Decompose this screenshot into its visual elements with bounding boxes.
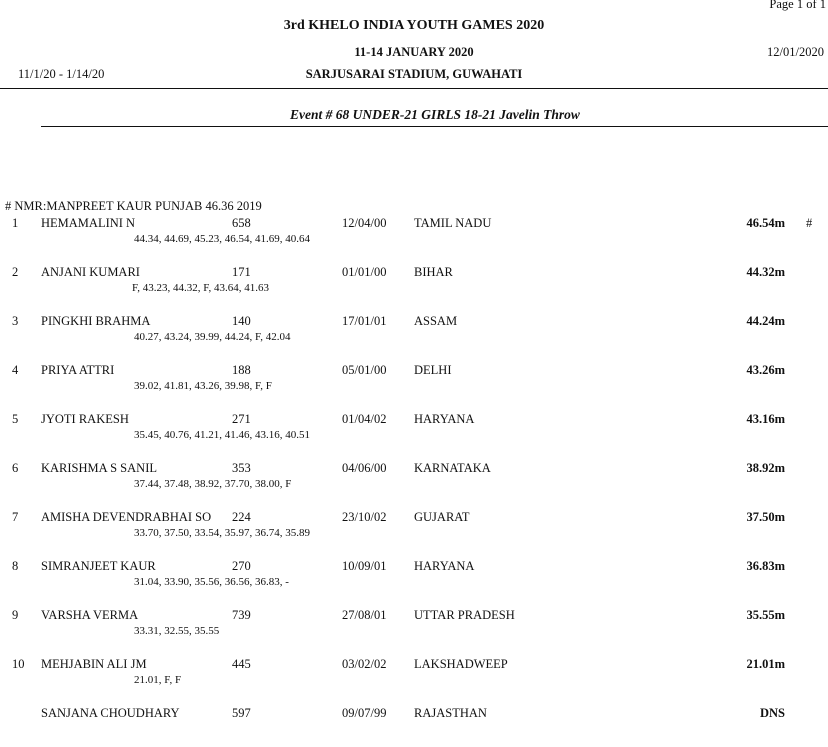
meet-dates: 11-14 JANUARY 2020 <box>354 45 474 59</box>
attempts-series: 21.01, F, F <box>134 674 182 686</box>
result-row <box>0 412 828 452</box>
athlete-name: VARSHA VERMA <box>41 608 139 622</box>
result-place: 3 <box>12 314 19 328</box>
result-place: 5 <box>12 412 19 426</box>
bib-number: 739 <box>232 608 251 622</box>
record-flag: # <box>806 216 813 230</box>
athlete-name: SIMRANJEET KAUR <box>41 559 156 573</box>
athlete-name: PINGKHI BRAHMA <box>41 314 151 328</box>
attempts-series: 44.34, 44.69, 45.23, 46.54, 41.69, 40.64 <box>134 233 310 245</box>
result-row <box>0 657 828 697</box>
date-range: 11/1/20 - 1/14/20 <box>18 67 105 81</box>
attempts-series: 37.44, 37.48, 38.92, 37.70, 38.00, F <box>134 478 292 490</box>
best-mark: 44.24m <box>746 314 785 328</box>
result-place: 2 <box>12 265 19 279</box>
team-name: TAMIL NADU <box>414 216 492 230</box>
best-mark: 21.01m <box>746 657 785 671</box>
best-mark: 46.54m <box>746 216 785 230</box>
team-name: BIHAR <box>414 265 453 279</box>
event-title: Event # 68 UNDER-21 GIRLS 18-21 Javelin Throw <box>290 107 580 122</box>
team-name: GUJARAT <box>414 510 470 524</box>
result-place: 6 <box>12 461 19 475</box>
date-of-birth: 05/01/00 <box>342 363 387 377</box>
team-name: KARNATAKA <box>414 461 491 475</box>
date-of-birth: 23/10/02 <box>342 510 387 524</box>
athlete-name: AMISHA DEVENDRABHAI SO <box>41 510 212 524</box>
event-underline <box>41 126 828 127</box>
attempts-series: 39.02, 41.81, 43.26, 39.98, F, F <box>134 380 272 392</box>
athlete-name: HEMAMALINI N <box>41 216 136 230</box>
result-row <box>0 461 828 501</box>
date-of-birth: 10/09/01 <box>342 559 387 573</box>
athlete-name: PRIYA ATTRI <box>41 363 115 377</box>
best-mark: 36.83m <box>746 559 785 573</box>
best-mark: 43.26m <box>746 363 785 377</box>
result-row <box>0 559 828 599</box>
best-mark: 37.50m <box>746 510 785 524</box>
date-of-birth: 09/07/99 <box>342 706 387 720</box>
result-place: 10 <box>12 657 25 671</box>
bib-number: 597 <box>232 706 251 720</box>
athlete-name: KARISHMA S SANIL <box>41 461 157 475</box>
print-date: 12/01/2020 <box>767 45 824 59</box>
team-name: RAJASTHAN <box>414 706 487 720</box>
attempts-series: 33.31, 32.55, 35.55 <box>134 625 220 637</box>
athlete-name: MEHJABIN ALI JM <box>41 657 147 671</box>
date-of-birth: 27/08/01 <box>342 608 387 622</box>
result-place: 7 <box>12 510 19 524</box>
team-name: ASSAM <box>414 314 458 328</box>
bib-number: 270 <box>232 559 251 573</box>
record-line: # NMR:MANPREET KAUR PUNJAB 46.36 2019 <box>5 199 262 213</box>
result-place: 9 <box>12 608 19 622</box>
team-name: UTTAR PRADESH <box>414 608 515 622</box>
attempts-series: F, 43.23, 44.32, F, 43.64, 41.63 <box>132 282 269 294</box>
result-place: 8 <box>12 559 19 573</box>
bib-number: 224 <box>232 510 251 524</box>
attempts-series: 31.04, 33.90, 35.56, 36.56, 36.83, - <box>134 576 289 588</box>
athlete-name: SANJANA CHOUDHARY <box>41 706 180 720</box>
attempts-series: 40.27, 43.24, 39.99, 44.24, F, 42.04 <box>134 331 291 343</box>
result-place: 1 <box>12 216 19 230</box>
header-divider <box>0 88 828 89</box>
page-number: Page 1 of 1 <box>769 0 826 11</box>
best-mark: DNS <box>759 706 785 720</box>
date-of-birth: 01/01/00 <box>342 265 387 279</box>
date-of-birth: 03/02/02 <box>342 657 387 671</box>
result-row <box>0 608 828 648</box>
date-of-birth: 12/04/00 <box>342 216 387 230</box>
best-mark: 44.32m <box>746 265 785 279</box>
result-row <box>0 314 828 354</box>
bib-number: 140 <box>232 314 251 328</box>
bib-number: 658 <box>232 216 251 230</box>
team-name: LAKSHADWEEP <box>414 657 508 671</box>
best-mark: 38.92m <box>746 461 785 475</box>
meet-title: 3rd KHELO INDIA YOUTH GAMES 2020 <box>283 18 545 33</box>
venue: SARJUSARAI STADIUM, GUWAHATI <box>305 67 523 81</box>
bib-number: 271 <box>232 412 251 426</box>
attempts-series: 33.70, 37.50, 33.54, 35.97, 36.74, 35.89 <box>134 527 310 539</box>
bib-number: 171 <box>232 265 251 279</box>
date-of-birth: 01/04/02 <box>342 412 387 426</box>
team-name: HARYANA <box>414 559 475 573</box>
bib-number: 353 <box>232 461 251 475</box>
result-row <box>0 510 828 550</box>
result-row <box>0 265 828 305</box>
attempts-series: 35.45, 40.76, 41.21, 41.46, 43.16, 40.51 <box>134 429 310 441</box>
bib-number: 445 <box>232 657 251 671</box>
result-row <box>0 706 828 746</box>
date-of-birth: 04/06/00 <box>342 461 387 475</box>
best-mark: 35.55m <box>746 608 785 622</box>
result-place: 4 <box>12 363 19 377</box>
team-name: HARYANA <box>414 412 475 426</box>
athlete-name: JYOTI RAKESH <box>41 412 129 426</box>
bib-number: 188 <box>232 363 251 377</box>
team-name: DELHI <box>414 363 452 377</box>
result-row <box>0 216 828 256</box>
best-mark: 43.16m <box>746 412 785 426</box>
athlete-name: ANJANI KUMARI <box>41 265 140 279</box>
date-of-birth: 17/01/01 <box>342 314 387 328</box>
result-row <box>0 363 828 403</box>
